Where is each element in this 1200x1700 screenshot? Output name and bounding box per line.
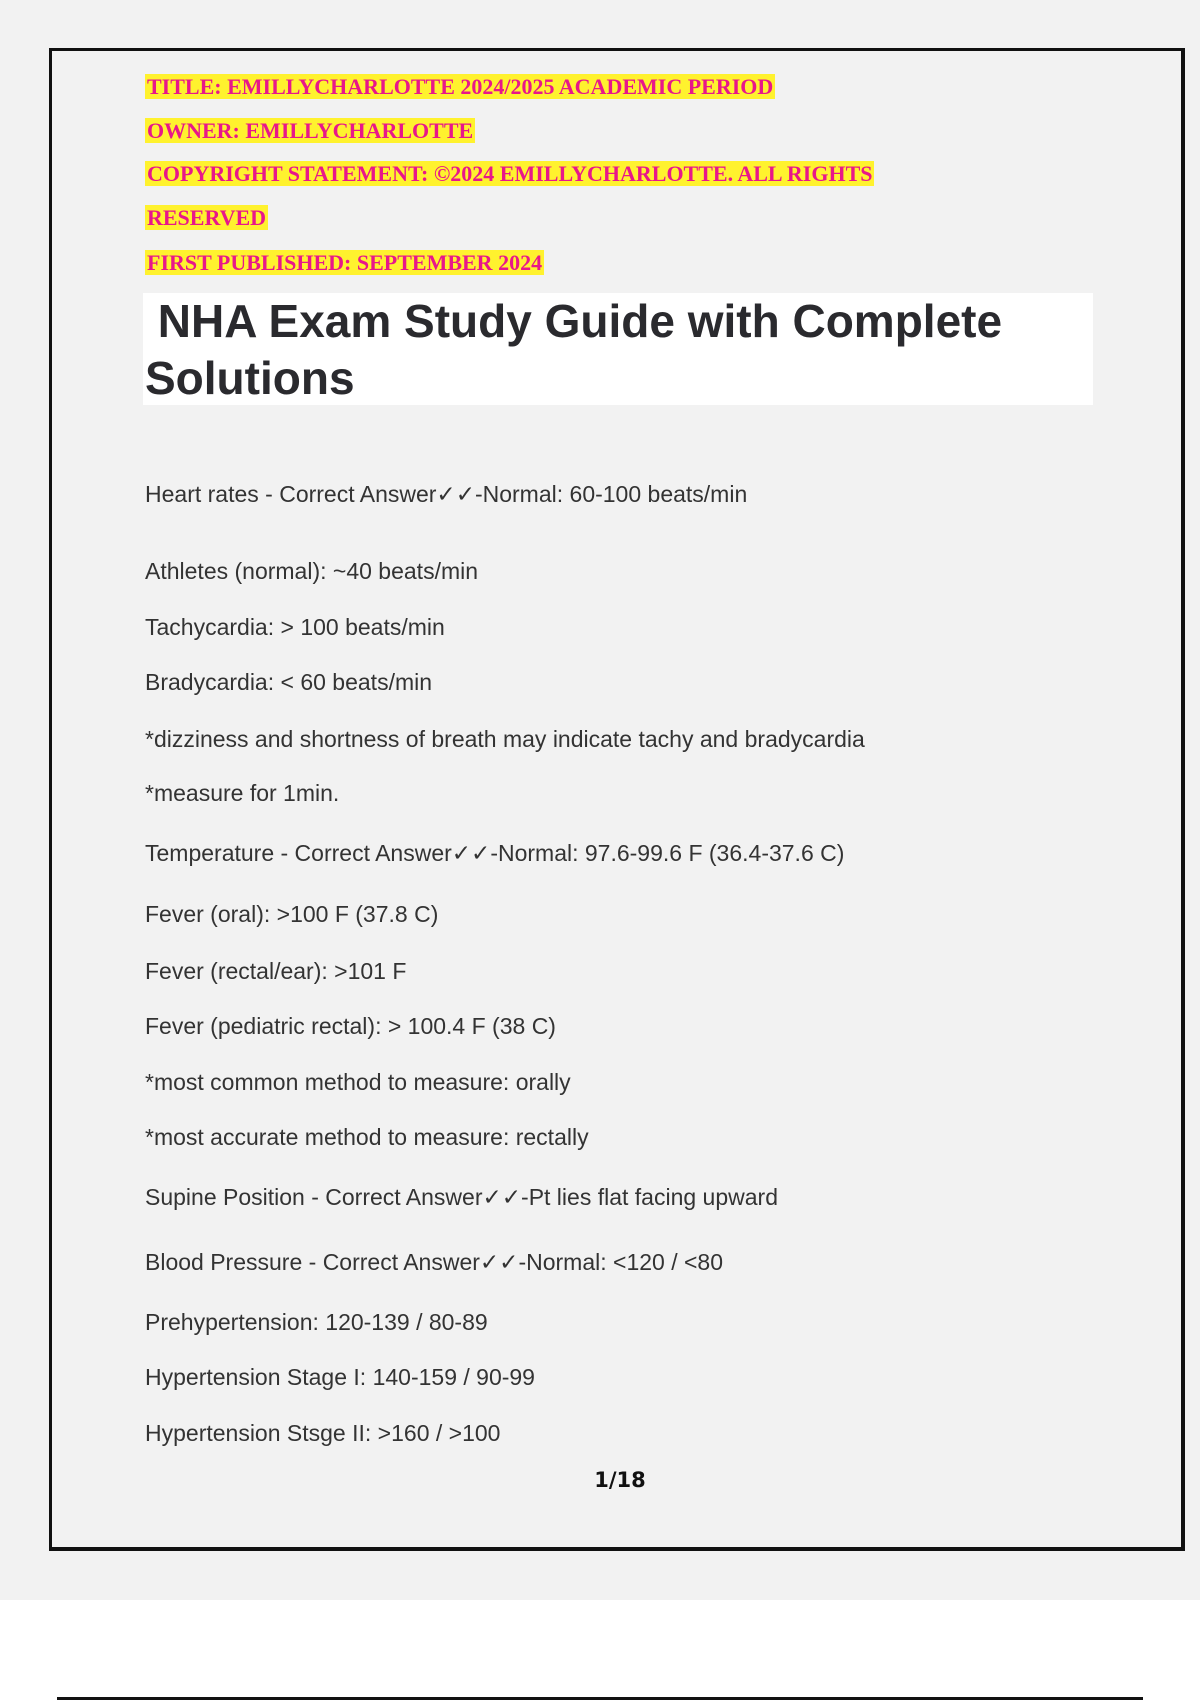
meta-title-line: TITLE: EMILLYCHARLOTTE 2024/2025 ACADEMIC PERIOD	[147, 74, 774, 99]
entry-hypertension-stage-1: Hypertension Stage I: 140-159 / 90-99	[145, 1364, 535, 1390]
meta-copyright-line-continued: RESERVED	[147, 205, 267, 230]
page-number: 1/18	[594, 1468, 646, 1492]
meta-owner-line: OWNER: EMILLYCHARLOTTE	[147, 118, 474, 143]
entry-temperature: Temperature - Correct Answer✓✓-Normal: 97.6-99.6 F (36.4-37.6 C)	[145, 840, 845, 866]
entry-measure-note: *measure for 1min.	[145, 780, 340, 806]
entry-heart-rates: Heart rates - Correct Answer✓✓-Normal: 60-100 beats/min	[145, 481, 748, 507]
entry-bradycardia: Bradycardia: < 60 beats/min	[145, 669, 433, 695]
meta-published-line: FIRST PUBLISHED: SEPTEMBER 2024	[147, 250, 543, 275]
entry-athletes: Athletes (normal): ~40 beats/min	[145, 558, 479, 584]
entry-fever-pediatric: Fever (pediatric rectal): > 100.4 F (38 C)	[145, 1013, 556, 1039]
entry-blood-pressure: Blood Pressure - Correct Answer✓✓-Normal: <120 / <80	[145, 1249, 723, 1275]
entry-dizziness-note: *dizziness and shortness of breath may indicate tachy and bradycardia	[145, 726, 865, 752]
document-title: NHA Exam Study Guide with Complete Solutions	[145, 295, 1015, 404]
entry-prehypertension: Prehypertension: 120-139 / 80-89	[145, 1309, 488, 1335]
entry-fever-rectal-ear: Fever (rectal/ear): >101 F	[145, 958, 407, 984]
meta-copyright-line: COPYRIGHT STATEMENT: ©2024 EMILLYCHARLOTTE. ALL RIGHTS	[147, 161, 873, 186]
entry-supine-position: Supine Position - Correct Answer✓✓-Pt lies flat facing upward	[145, 1184, 778, 1210]
entry-fever-oral: Fever (oral): >100 F (37.8 C)	[145, 901, 439, 927]
document-title-box	[143, 293, 1093, 405]
entry-common-method-note: *most common method to measure: orally	[145, 1069, 571, 1095]
entry-hypertension-stage-2: Hypertension Stsge II: >160 / >100	[145, 1420, 501, 1446]
entry-accurate-method-note: *most accurate method to measure: rectally	[145, 1124, 589, 1150]
entry-tachycardia: Tachycardia: > 100 beats/min	[145, 614, 445, 640]
